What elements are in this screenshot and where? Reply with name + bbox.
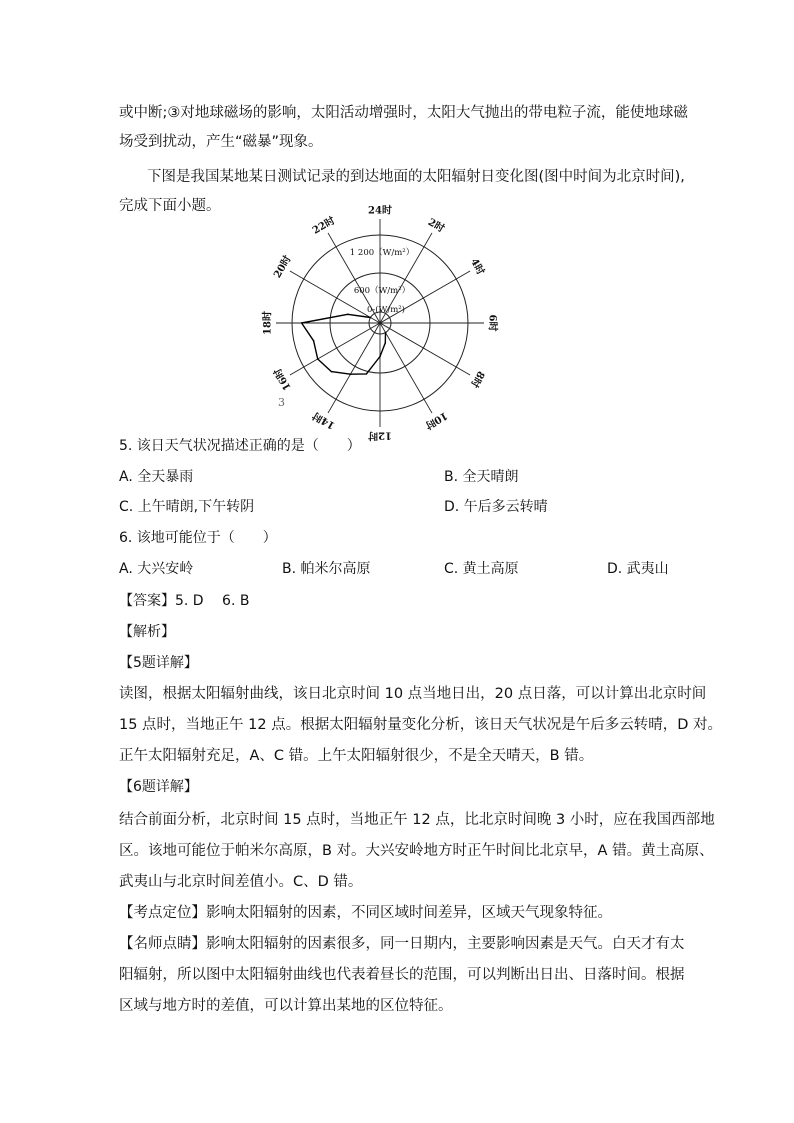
s5-line-3: 正午太阳辐射充足，A、C 错。上午太阳辐射很少，不是全天晴天，B 错。 bbox=[119, 748, 594, 764]
radiation-point-20 bbox=[370, 317, 372, 319]
s6-heading: 【6题详解】 bbox=[119, 779, 198, 795]
solar-radiation-polar-chart bbox=[262, 205, 500, 441]
intro-line-3: 下图是我国某地某日测试记录的到达地面的太阳辐射日变化图(图中时间为北京时间), bbox=[147, 169, 685, 185]
q5-option-b: B. 全天晴朗 bbox=[444, 469, 519, 485]
hour-label-0: 24时 bbox=[368, 205, 392, 217]
radiation-point-18 bbox=[301, 322, 303, 324]
answer-line: 【答案】5. D 6. B bbox=[119, 593, 250, 609]
radiation-point-15 bbox=[331, 371, 333, 373]
ring-labels bbox=[350, 248, 414, 315]
hour-label-12: 12时 bbox=[368, 429, 392, 441]
mingshi-line-3: 区域与地方时的差值，可以计算出某地的区位特征。 bbox=[119, 998, 453, 1014]
spoke-8 bbox=[380, 323, 470, 375]
s5-line-1: 读图，根据太阳辐射曲线，该日北京时间 10 点当地日出，20 点日落，可以计算出北京时间 bbox=[119, 686, 707, 702]
s5-heading: 【5题详解】 bbox=[119, 655, 198, 671]
kaodian-line: 【考点定位】影响太阳辐射的因素，不同区域时间差异，区域天气现象特征。 bbox=[119, 905, 612, 921]
q5-option-d: D. 午后多云转晴 bbox=[444, 499, 548, 515]
intro-line-4: 完成下面小题。 bbox=[119, 198, 221, 214]
spoke-20 bbox=[290, 271, 380, 323]
intro-line-1: 或中断;③对地球磁场的影响，太阳活动增强时，太阳大气抛出的带电粒子流，能使地球磁 bbox=[119, 105, 688, 121]
radiation-point-11 bbox=[385, 342, 387, 344]
s5-line-2: 15 点时，当地正午 12 点。根据太阳辐射量变化分析，该日天气状况是午后多云转晴，D 对。 bbox=[119, 717, 722, 733]
ring-label-1: 600（W/m²） bbox=[353, 286, 411, 296]
ring-label-0: 1 200（W/m²） bbox=[349, 248, 415, 258]
q6-option-a: A. 大兴安岭 bbox=[119, 561, 194, 577]
q6-stem: 6. 该地可能位于（ ） bbox=[119, 530, 277, 546]
hour-label-18: 18时 bbox=[262, 311, 274, 335]
hour-label-20: 20时 bbox=[272, 253, 294, 281]
s6-line-2: 区。该地可能位于帕米尔高原，B 对。大兴安岭地方时正午时间比北京早，A 错。黄土高原、 bbox=[119, 843, 714, 859]
hour-label-2: 2时 bbox=[425, 216, 447, 236]
s6-line-1: 结合前面分析，北京时间 15 点时，当地正午 12 点，比北京时间晚 3 小时，应在我国西部地 bbox=[119, 812, 715, 828]
s6-line-3: 武夷山与北京时间差值小。C、D 错。 bbox=[119, 874, 363, 890]
q6-option-d: D. 武夷山 bbox=[607, 561, 669, 577]
radiation-point-10 bbox=[385, 332, 387, 334]
radiation-point-12 bbox=[379, 356, 381, 358]
hour-label-10: 10时 bbox=[422, 409, 450, 431]
q5-option-c: C. 上午晴朗,下午转阴 bbox=[119, 499, 255, 515]
hour-label-4: 4时 bbox=[467, 256, 487, 278]
q6-option-c: C. 黄土高原 bbox=[444, 561, 519, 577]
mingshi-line-1: 【名师点睛】影响太阳辐射的因素很多，同一日期内，主要影响因素是天气。白天才有太 bbox=[119, 936, 685, 952]
analysis-heading: 【解析】 bbox=[119, 624, 175, 640]
q5-stem: 5. 该日天气状况描述正确的是（ ） bbox=[119, 438, 361, 454]
hour-label-6: 6时 bbox=[486, 314, 498, 332]
hour-label-16: 16时 bbox=[272, 365, 294, 393]
q5-option-a: A. 全天暴雨 bbox=[119, 469, 194, 485]
radiation-point-19 bbox=[347, 314, 349, 316]
hour-label-22: 22时 bbox=[310, 215, 338, 237]
radiation-point-13 bbox=[366, 373, 368, 375]
radiation-point-14 bbox=[350, 373, 352, 375]
spoke-14 bbox=[328, 323, 380, 413]
spoke-16 bbox=[290, 323, 380, 375]
spoke-10 bbox=[380, 323, 432, 413]
intro-line-2: 场受到扰动，产生“磁暴”现象。 bbox=[119, 134, 323, 150]
hour-label-8: 8时 bbox=[467, 368, 487, 390]
stray-mark: 3 bbox=[278, 396, 285, 409]
radiation-point-17 bbox=[313, 340, 315, 342]
ring-label-2: 0-(W/m²) bbox=[367, 305, 405, 315]
q6-option-b: B. 帕米尔高原 bbox=[282, 561, 371, 577]
radiation-point-16 bbox=[317, 358, 319, 360]
mingshi-line-2: 阳辐射，所以图中太阳辐射曲线也代表着昼长的范围，可以判断出日出、日落时间。根据 bbox=[119, 967, 685, 983]
spoke-4 bbox=[380, 271, 470, 323]
hour-label-14: 14时 bbox=[310, 409, 338, 431]
